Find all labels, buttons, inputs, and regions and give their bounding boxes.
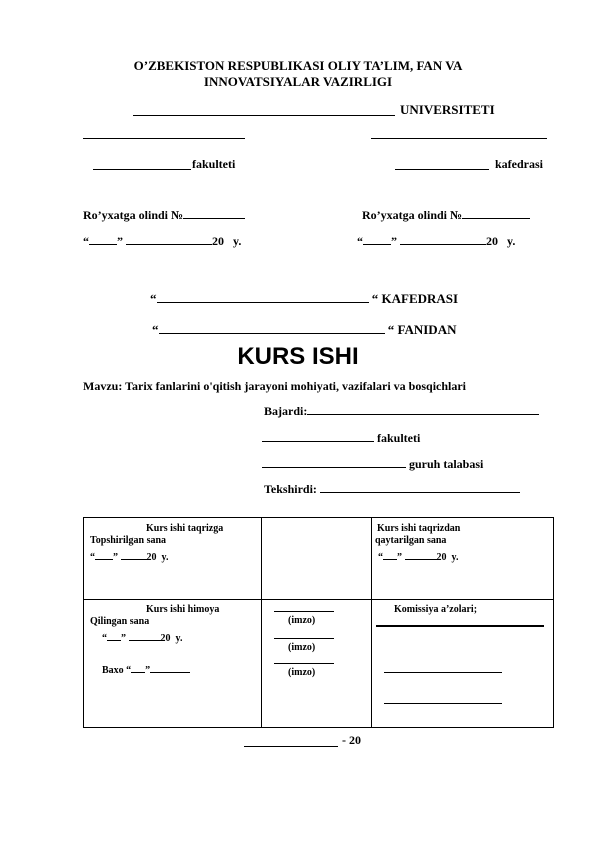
document-title: KURS ISHI (237, 343, 359, 370)
registration-label: Ro’yxatga olindi № (362, 208, 463, 222)
quote-open: “ (150, 291, 157, 306)
kafedra-label: “ KAFEDRASI (371, 291, 459, 306)
grade-row (102, 663, 190, 676)
registration-date-right (357, 233, 515, 249)
submitted-line1: Kurs ishi taqrizga (146, 523, 224, 534)
fan-blank (159, 322, 385, 334)
month-blank (126, 233, 212, 245)
commission-line-2 (384, 672, 502, 673)
tekshirdi-blank (320, 481, 520, 493)
quote-close: ” (397, 552, 402, 563)
day-blank (89, 233, 117, 245)
month-blank (121, 550, 147, 560)
signature-label-1: (imzo) (288, 615, 316, 626)
faculty-line (93, 169, 191, 170)
empty-cell (262, 518, 372, 600)
department-line (395, 169, 489, 170)
bajardi-label: Bajardi: (264, 404, 308, 418)
fan-line (152, 322, 456, 338)
signature-line-2 (274, 638, 334, 639)
quote-open: “ (102, 633, 107, 644)
tekshirdi-label: Tekshirdi: (264, 482, 317, 496)
ministry-title-line2: INNOVATSIYALAR VAZIRLIGI (203, 74, 393, 89)
kafedra-blank (157, 291, 369, 303)
university-name-line (133, 115, 395, 116)
day-blank (95, 550, 113, 560)
year-prefix: 20 (160, 633, 171, 644)
returned-date (378, 550, 458, 563)
signature-label-2: (imzo) (288, 642, 316, 653)
year-prefix: 20 (146, 552, 157, 563)
defended-line2: Qilingan sana (90, 616, 150, 627)
year-prefix: 20 (486, 234, 498, 248)
footer-year: - 20 (342, 733, 361, 747)
kafedra-line (150, 291, 458, 307)
year-suffix: y. (507, 234, 516, 248)
registration-date-left (83, 233, 241, 249)
grade-label: Baxo “ (102, 665, 132, 676)
month-blank (400, 233, 486, 245)
guruh-blank (262, 456, 406, 468)
faculty-label: fakulteti (192, 157, 236, 171)
year-suffix: y. (451, 552, 459, 563)
quote-close: ” (113, 552, 118, 563)
submitted-cell (84, 518, 262, 600)
month-blank (405, 550, 437, 560)
registration-number-blank (462, 207, 530, 219)
footer-year-line (244, 746, 338, 747)
defended-cell (84, 600, 262, 728)
quote-close: ” (117, 234, 123, 248)
signature-line-3 (274, 663, 334, 664)
quote-open: “ (378, 552, 383, 563)
signature-cell (262, 600, 372, 728)
commission-label: Komissiya a’zolari; (394, 604, 478, 615)
year-suffix: y. (233, 234, 242, 248)
quote-open: “ (90, 552, 95, 563)
review-table (83, 517, 554, 728)
registration-number-blank (183, 207, 245, 219)
defended-date (102, 631, 182, 644)
fakulteti-blank (262, 430, 374, 442)
university-label: UNIVERSITETI (400, 102, 495, 117)
bajardi-row (264, 403, 539, 419)
topic-line: Mavzu: Tarix fanlarini o'qitish jarayoni mohiyati, vazifalari va bosqichlari (83, 379, 467, 393)
submitted-line2: Topshirilgan sana (90, 535, 167, 546)
submitted-date (90, 550, 168, 563)
blank-line-left (83, 138, 245, 139)
day-blank (363, 233, 391, 245)
registration-right (362, 207, 530, 223)
department-label: kafedrasi (495, 157, 543, 171)
quote-close: ” (145, 665, 151, 676)
quote-open: “ (83, 234, 89, 248)
year-prefix: 20 (212, 234, 224, 248)
grade-word-blank (150, 663, 190, 673)
defended-line1: Kurs ishi himoya (146, 604, 220, 615)
day-blank (107, 631, 121, 641)
bajardi-blank (307, 403, 539, 415)
blank-line-right (371, 138, 547, 139)
tekshirdi-row (264, 481, 520, 497)
guruh-row (262, 456, 483, 472)
registration-left (83, 207, 245, 223)
quote-close: ” (121, 633, 126, 644)
month-blank (129, 631, 161, 641)
grade-blank (131, 663, 145, 673)
registration-label: Ro’yxatga olindi № (83, 208, 184, 222)
commission-line-3 (384, 703, 502, 704)
quote-open: “ (357, 234, 363, 248)
fan-label: “ FANIDAN (387, 322, 457, 337)
quote-close: ” (391, 234, 397, 248)
returned-cell (372, 518, 554, 600)
ministry-title-line1: O’ZBEKISTON RESPUBLIKASI OLIY TA’LIM, FAN VA (133, 58, 463, 73)
commission-cell (372, 600, 554, 728)
year-prefix: 20 (436, 552, 447, 563)
year-suffix: y. (161, 552, 169, 563)
fakulteti-label: fakulteti (377, 431, 421, 445)
day-blank (383, 550, 397, 560)
signature-label-3: (imzo) (288, 667, 316, 678)
returned-line1: Kurs ishi taqrizdan (377, 523, 461, 534)
quote-open: “ (152, 322, 159, 337)
signature-line-1 (274, 611, 334, 612)
year-suffix: y. (175, 633, 183, 644)
fakulteti-row (262, 430, 420, 446)
returned-line2: qaytarilgan sana (375, 535, 447, 546)
guruh-label: guruh talabasi (409, 457, 484, 471)
commission-line-1 (376, 625, 544, 627)
